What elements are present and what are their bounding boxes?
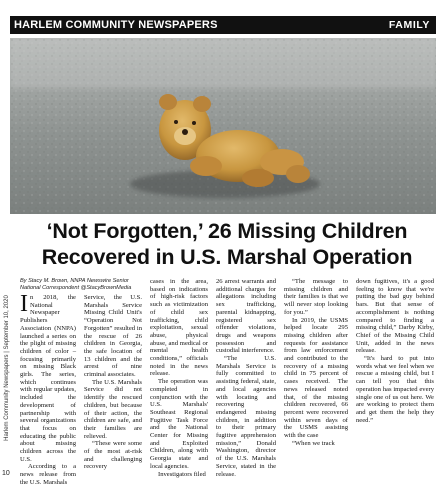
masthead-bar — [10, 16, 436, 34]
col2-paragraph-3: “These were some of the most at-risk and challenging recovery — [84, 440, 142, 471]
col4-paragraph-2: “The U.S. Marshals Service is fully committed to assisting federal, state, and local agencies with locating and recovering endangered missing children, in addition to their primary fugitive apprehension mission,” Donald Washington, director of the U.S. Marshals Service, stated in the release. — [216, 355, 276, 478]
page-number: 10 — [2, 470, 10, 477]
article-column-2 — [84, 294, 142, 471]
folio-text: Harlem Community Newspapers | September 10, 2020 — [4, 295, 10, 441]
publication-name: HARLEM COMMUNITY NEWSPAPERS — [14, 19, 218, 31]
col5-paragraph-1: “The message to missing children and their families is that we will never stop looking for you.” — [284, 278, 348, 316]
article-column-6 — [356, 278, 434, 424]
byline: By Stacy M. Brown, NNPA Newswire Senior National Correspondent @StacyBrownMedia — [20, 278, 132, 291]
article-column-1 — [20, 291, 76, 487]
col3-paragraph-1: cases in the area, based on indications of high-risk factors such as victimization of child sex trafficking, child exploitation, sexual abuse, physical abuse, and medical or mental health conditions,” officials noted in the news release. — [150, 278, 208, 378]
article-column-3 — [150, 278, 208, 478]
col5-paragraph-3: “When we track — [292, 439, 335, 447]
col2-paragraph-2: The U.S. Marshals Service did not identify the rescued children, but because of their action, the children are safe, and their families are relieved. — [84, 378, 142, 440]
teddy-bear-on-road-photo — [10, 38, 436, 214]
col6-paragraph-2: “It's hard to put into words what we feel when we rescue a missing child, but I can tell you that this operation has impacted every single one of us out here. We are working to protect them and get them the help they need.” — [356, 355, 434, 424]
col4-paragraph-1: 26 arrest warrants and additional charges for allegations including sex trafficking, parental kidnapping, registered sex offender violations, drugs and weapons possession and custodial interference. — [216, 278, 276, 355]
drop-cap: I — [20, 291, 28, 317]
article-column-5 — [284, 278, 348, 447]
col1-text: n 2018, the National Newspaper Publishers Association (NNPA) launched a series on the plight of missing children of color – focusing primarily on missing Black girls. The series, which continues with regular updates, included the development of partnership with several organizations that focus on educating the public about missing children across the U.S. — [20, 294, 76, 463]
col5-paragraph-2: In 2019, the USMS helped locate 295 missing children after requests for assistance from law enforcement and contributed to the recovery of a missing child in 75 percent of cases received. The news released noted that, of the missing children recovered, 66 percent were recovered within seven days of the USMS assisting with the case — [284, 316, 348, 440]
col1-paragraph-2: According to a news release from the U.S. Marshals — [20, 463, 76, 486]
folio-strip — [2, 262, 12, 474]
section-label: FAMILY — [388, 19, 430, 31]
col2-paragraph-1: Service, the U.S. Marshals Service Missing Child Unit's “Operation Not Forgotten” resulted in the rescue of 26 children in Georgia, the safe location of 13 children and the arrest of nine criminal associates. — [84, 294, 142, 379]
col6-paragraph-1: down fugitives, it's a good feeling to know that we're putting the bad guy behind bars. But that sense of accomplishment is nothing compared to finding a missing child,” Darby Kirby, Chief of the Missing Child Unit, added in the news release. — [356, 278, 434, 355]
col3-paragraph-3: Investigators filed — [158, 470, 206, 478]
col3-paragraph-2: The operation was completed in conjunction with the U.S. Marshals' Southeast Regional Fugitive Task Force and the National Center for Missing and Exploited Children, along with Georgia state and local agencies. — [150, 378, 208, 470]
article-column-4 — [216, 278, 276, 478]
article-headline: ‘Not Forgotten,’ 26 Missing Children Recovered in U.S. Marshal Operation — [41, 219, 413, 269]
